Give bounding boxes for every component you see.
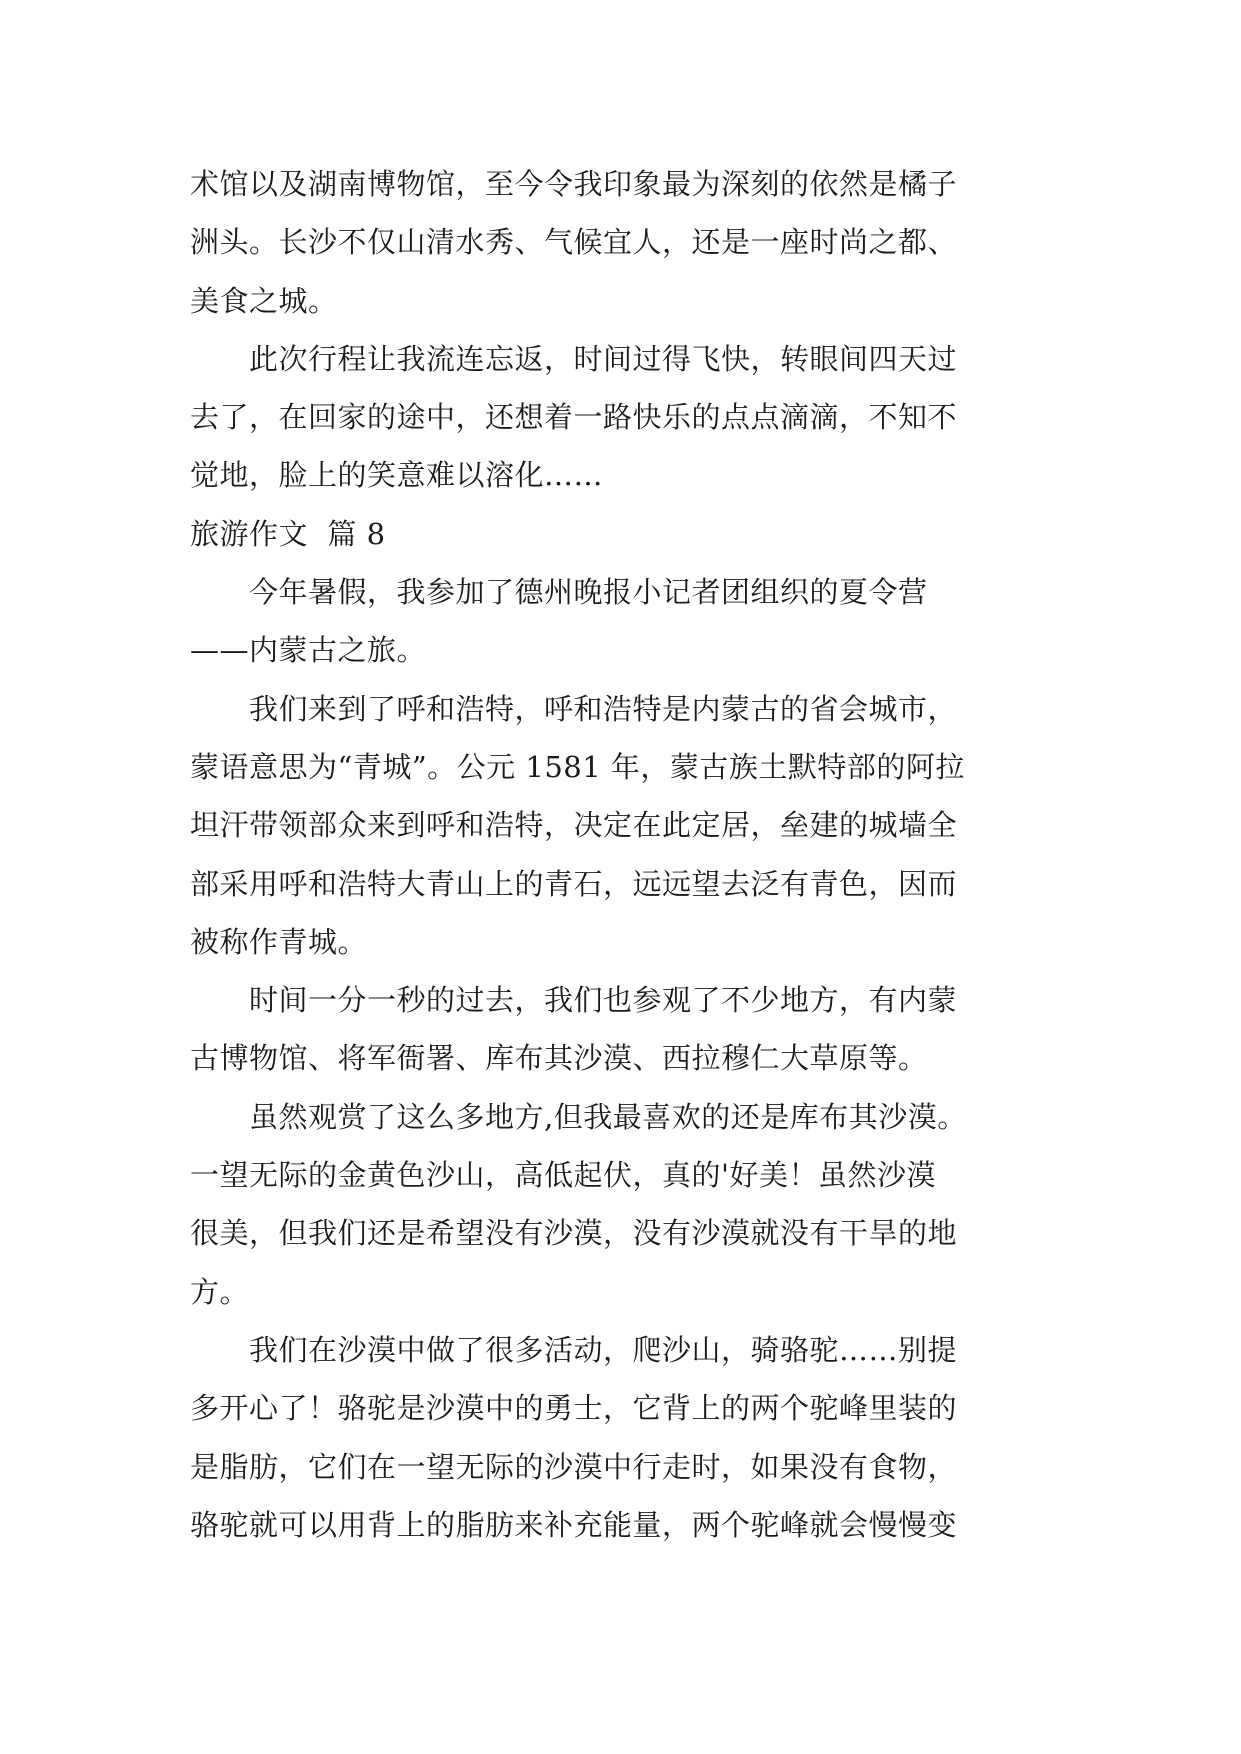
text-line: 我们在沙漠中做了很多活动，爬沙山，骑骆驼……别提	[190, 1332, 958, 1367]
text-line: ——内蒙古之旅。	[190, 633, 427, 668]
text-line: 部采用呼和浩特大青山上的青石，远远望去泛有青色，因而	[190, 866, 958, 901]
text-line: 是脂肪，它们在一望无际的沙漠中行走时，如果没有食物，	[190, 1449, 958, 1484]
text-line: 术馆以及湖南博物馆，至今令我印象最为深刻的依然是橘子	[190, 167, 958, 201]
text-line: 坦汗带领部众来到呼和浩特，决定在此定居，垒建的城墙全	[190, 808, 958, 843]
text-line: 方。	[190, 1274, 250, 1309]
text-line: 洲头。长沙不仅山清水秀、气候宜人，还是一座时尚之都、	[190, 225, 958, 260]
text-line: 美食之城。	[190, 283, 338, 318]
text-line: 觉地，脸上的笑意难以溶化……	[190, 458, 604, 493]
section-heading: 旅游作文 篇 8	[190, 516, 386, 551]
text-line: 一望无际的金黄色沙山，高低起伏，真的'好美！虽然沙漠	[190, 1158, 936, 1193]
text-line: 我们来到了呼和浩特，呼和浩特是内蒙古的省会城市，	[190, 691, 958, 726]
text-line: 时间一分一秒的过去，我们也参观了不少地方，有内蒙	[190, 983, 958, 1018]
text-line: 蒙语意思为“青城”。公元 1581 年，蒙古族土默特部的阿拉	[190, 749, 965, 784]
document-body	[190, 155, 1060, 1554]
text-line: 被称作青城。	[190, 924, 368, 959]
text-line: 骆驼就可以用背上的脂肪来补充能量，两个驼峰就会慢慢变	[190, 1507, 958, 1542]
text-line: 今年暑假，我参加了德州晚报小记者团组织的夏令营	[190, 575, 928, 610]
text-line: 古博物馆、将军衙署、库布其沙漠、西拉穆仁大草原等。	[190, 1041, 928, 1076]
text-line: 虽然观赏了这么多地方,但我最喜欢的还是库布其沙漠。	[190, 1099, 967, 1134]
text-line: 此次行程让我流连忘返，时间过得飞快，转眼间四天过	[190, 341, 958, 376]
text-line: 很美，但我们还是希望没有沙漠，没有沙漠就没有干旱的地	[190, 1216, 958, 1251]
text-line: 多开心了！骆驼是沙漠中的勇士，它背上的两个驼峰里装的	[190, 1391, 958, 1426]
text-line: 去了，在回家的途中，还想着一路快乐的点点滴滴，不知不	[190, 400, 958, 435]
